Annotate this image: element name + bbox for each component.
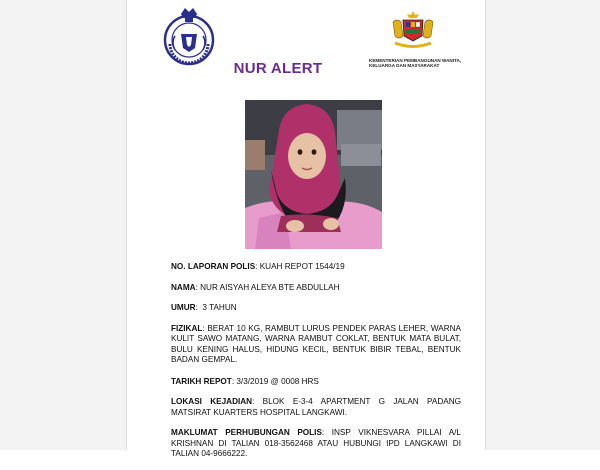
field-physical: FIZIKAL: BERAT 10 KG, RAMBUT LURUS PENDEK PARAS LEHER, WARNA KULIT SAWO MATANG, WARNA RAMBUT COKLAT, BENTUK MATA BULAT, BULU KENING HALUS, HIDUNG KECIL, BENTUK BIBIR TEBAL, BENTUK BADAN GEMPAL. [171, 323, 462, 364]
field-police-contact: MAKLUMAT PERHUBUNGAN POLIS: INSP VIKNESVARA PILLAI A/L KRISHNAN DI TALIAN 018-3562468 ATAU HUBUNGI IPD LANGKAWI DI TALIAN 04-9666222. [171, 428, 461, 458]
field-value: BLOK E-3-4 APARTMENT G JALAN PADANG MATSIRAT KUARTERS HOSPITAL LANGKAWI. [171, 397, 461, 417]
field-value: 3/3/2019 @ 0008 HRS [236, 376, 319, 386]
alert-title: NUR ALERT [233, 60, 323, 77]
coat-of-arms-logo [389, 10, 437, 50]
field-label: MAKLUMAT PERHUBUNGAN POLIS [171, 428, 322, 437]
field-label: LOKASI KEJADIAN [171, 397, 253, 406]
field-label: FIZIKAL [171, 323, 203, 333]
field-value: KUAH REPOT 1544/19 [259, 262, 345, 271]
field-age: UMUR: 3 TAHUN [171, 303, 237, 312]
child-photo [245, 100, 382, 249]
alert-poster [127, 0, 485, 458]
case-details [171, 262, 461, 470]
field-value: 3 TAHUN [202, 303, 237, 312]
field-label: UMUR [171, 303, 196, 312]
field-value: BERAT 10 KG, RAMBUT LURUS PENDEK PARAS LEHER, WARNA KULIT SAWO MATANG, WARNA RAMBUT COKLAT, BENTUK MATA BULAT, BULU KENING HALUS, HIDUNG KECIL, BENTUK BIBIR TEBAL, BENTUK BADAN GEMPAL. [171, 323, 462, 364]
field-police-report-no: NO. LAPORAN POLIS: KUAH REPOT 1544/19 [171, 262, 345, 271]
field-report-date: TARIKH REPOT: 3/3/2019 @ 0008 HRS [171, 376, 319, 386]
police-crest-logo [161, 6, 217, 68]
ministry-name: KEMENTERIAN PEMBANGUNAN WANITA, KELUARGA DAN MASYARAKAT [369, 58, 462, 69]
field-name: NAMA: NUR AISYAH ALEYA BTE ABDULLAH [171, 282, 340, 292]
field-value: INSP VIKNESVARA PILLAI A/L KRISHNAN DI TALIAN 018-3562468 ATAU HUBUNGI IPD LANGKAWI DI TALIAN 04-9666222. [171, 428, 461, 458]
field-incident-location: LOKASI KEJADIAN: BLOK E-3-4 APARTMENT G JALAN PADANG MATSIRAT KUARTERS HOSPITAL LANGKAWI. [171, 397, 461, 417]
field-value: NUR AISYAH ALEYA BTE ABDULLAH [200, 282, 340, 292]
field-label: NAMA [171, 282, 196, 292]
field-label: TARIKH REPOT [171, 376, 232, 386]
page-margin-right [485, 0, 600, 450]
field-label: NO. LAPORAN POLIS [171, 262, 256, 271]
